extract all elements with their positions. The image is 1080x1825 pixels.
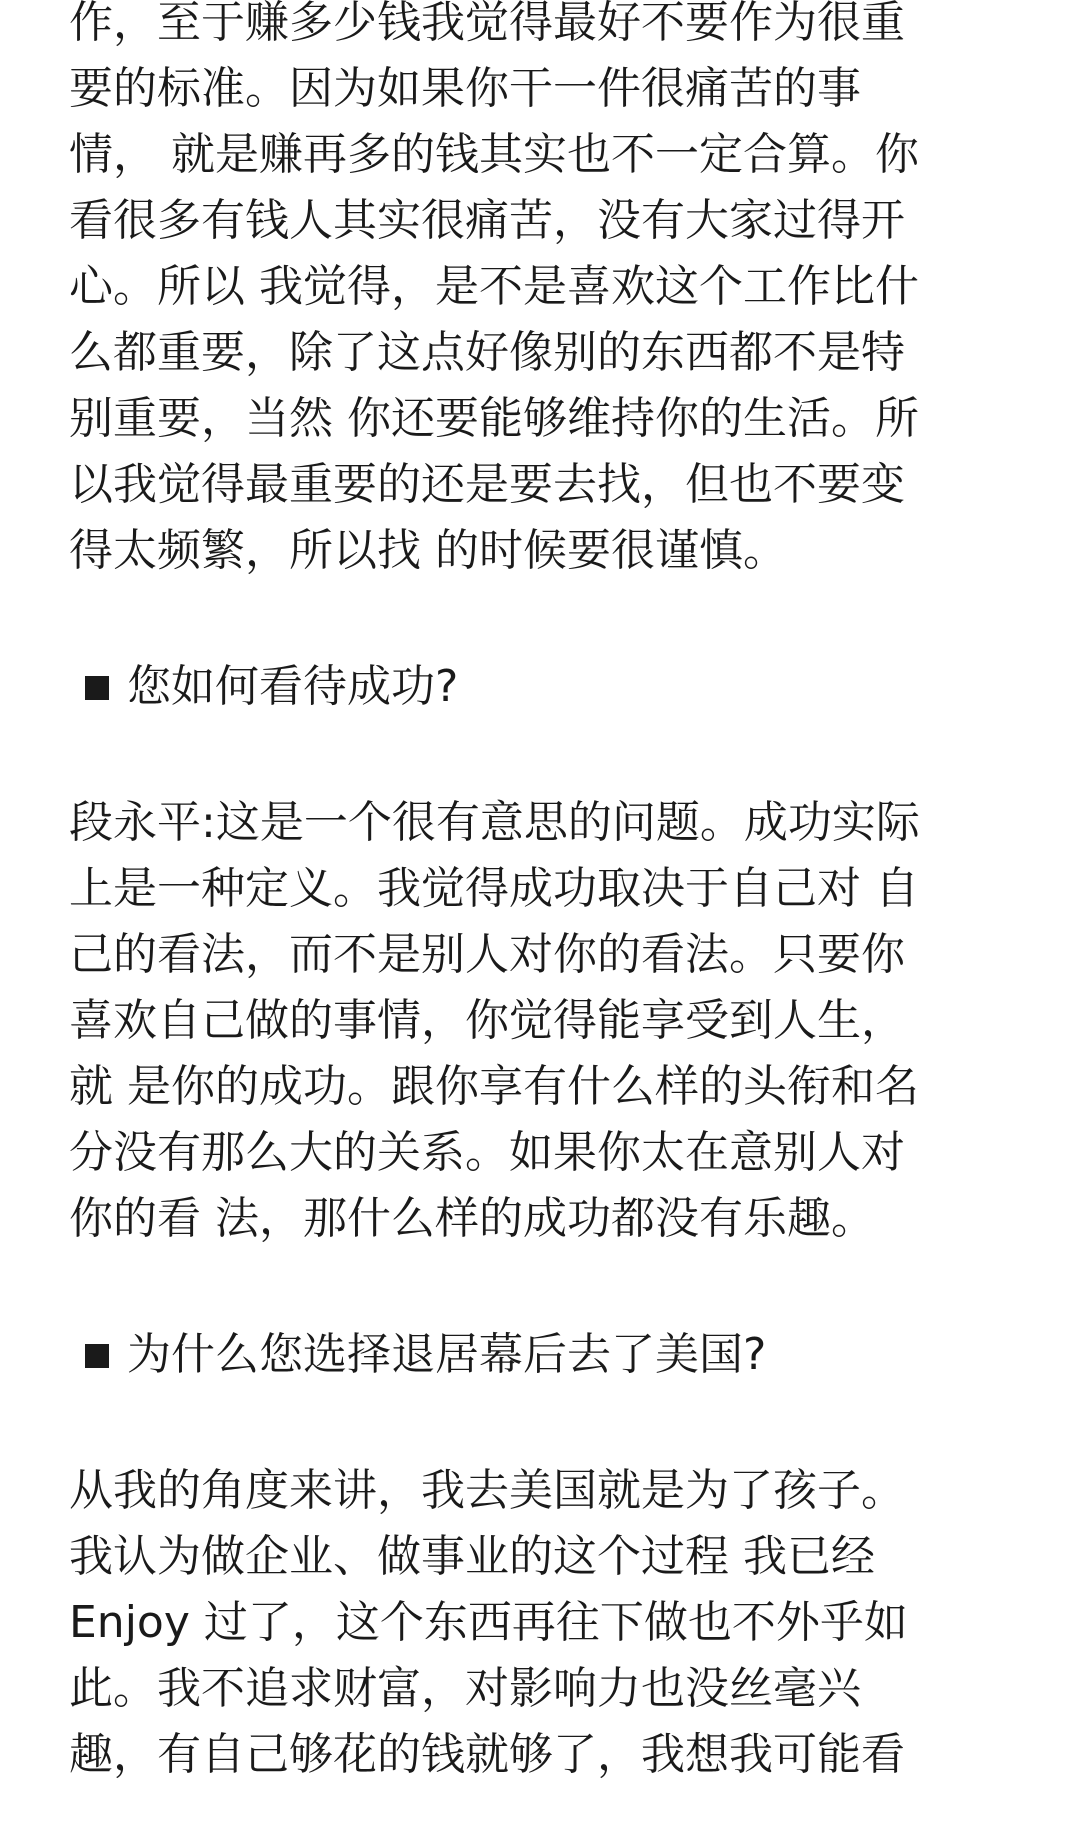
text-line: 要的标准。因为如果你干一件很痛苦的事 — [69, 63, 861, 114]
question-heading-success — [85, 654, 1009, 720]
question-text: 您如何看待成功? — [127, 661, 459, 712]
text-line: 看很多有钱人其实很痛苦，没有大家过得开 — [69, 195, 905, 246]
text-line: 从我的角度来讲，我去美国就是为了孩子。 — [69, 1465, 905, 1516]
paragraph-spacer — [69, 1252, 1009, 1322]
article-body — [69, 0, 1009, 1788]
text-line: 此。我不追求财富，对影响力也没丝毫兴 — [69, 1663, 861, 1714]
paragraph-success-answer — [69, 790, 1009, 1252]
text-line: 上是一种定义。我觉得成功取决于自己对 自 — [69, 863, 919, 914]
text-line: 情， 就是赚再多的钱其实也不一定合算。你 — [69, 129, 919, 180]
heading-spacer — [69, 1388, 1009, 1458]
paragraph-spacer — [69, 584, 1009, 654]
text-line: 分没有那么大的关系。如果你太在意别人对 — [69, 1127, 905, 1178]
question-text: 为什么您选择退居幕后去了美国? — [127, 1329, 767, 1380]
text-line: 心。所以 我觉得，是不是喜欢这个工作比什 — [69, 261, 919, 312]
text-line: 就 是你的成功。跟你享有什么样的头衔和名 — [69, 1061, 919, 1112]
text-line: 己的看法，而不是别人对你的看法。只要你 — [69, 929, 905, 980]
text-line: 么都重要，除了这点好像别的东西都不是特 — [69, 327, 905, 378]
text-line: 以我觉得最重要的还是要去找，但也不要变 — [69, 459, 905, 510]
text-line: 喜欢自己做的事情，你觉得能享受到人生， — [69, 995, 905, 1046]
text-line: Enjoy 过了，这个东西再往下做也不外乎如 — [69, 1597, 908, 1648]
question-heading-move-to-us — [85, 1322, 1009, 1388]
text-line: 作，至于赚多少钱我觉得最好不要作为很重 — [69, 0, 905, 48]
text-line: 你的看 法，那什么样的成功都没有乐趣。 — [69, 1193, 875, 1244]
paragraph-career — [69, 0, 1009, 584]
paragraph-move-answer — [69, 1458, 1009, 1788]
text-line: 得太频繁，所以找 的时候要很谨慎。 — [69, 525, 787, 576]
square-bullet-icon — [85, 676, 109, 700]
heading-spacer — [69, 720, 1009, 790]
square-bullet-icon — [85, 1344, 109, 1368]
text-line: 我认为做企业、做事业的这个过程 我已经 — [69, 1531, 875, 1582]
text-line: 趣，有自己够花的钱就够了，我想我可能看 — [69, 1729, 905, 1780]
text-line: 别重要，当然 你还要能够维持你的生活。所 — [69, 393, 919, 444]
text-line: 段永平:这是一个很有意思的问题。成功实际 — [69, 797, 920, 848]
